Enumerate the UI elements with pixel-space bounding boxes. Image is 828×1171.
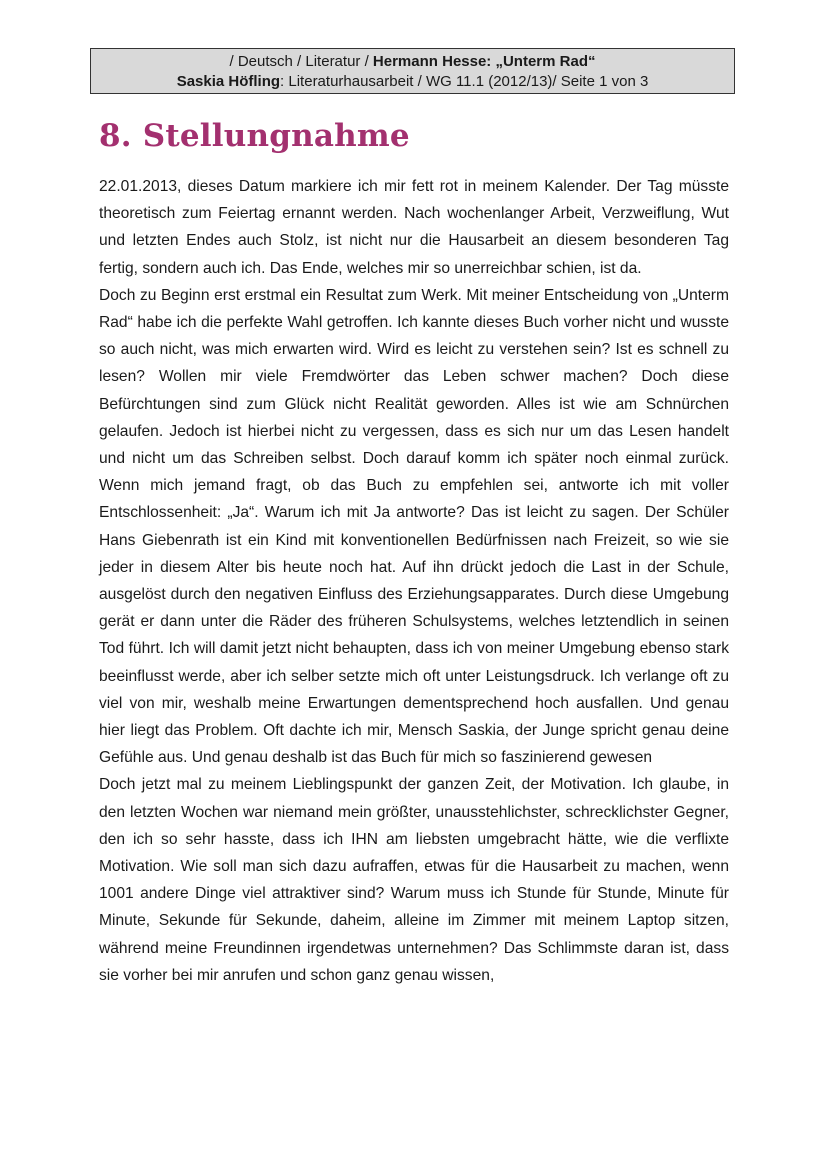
header-author-name: Saskia Höfling [176, 73, 281, 90]
header-line-subject [91, 52, 734, 72]
header-line-author [91, 72, 734, 92]
paragraph: 22.01.2013, dieses Datum markiere ich mir fett rot in meinem Kalender. Der Tag müsste theoretisch zum Feiertag ernannt werden. Nach wochenlanger Arbeit, Verzweiflung, Wut und letzten Endes auch Stolz, ist nicht nur die Hausarbeit an diesem besonderen Tag fertig, sondern auch ich. Das Ende, welches mir so unerreichbar schien, ist da. [99, 178, 729, 277]
paragraph: Doch zu Beginn erst erstmal ein Resultat zum Werk. Mit meiner Entscheidung von „Unterm Rad“ habe ich die perfekte Wahl getroffen. Ich kannte dieses Buch vorher nicht und wusste so auch nicht, was mich erwarten wird. Wird es leicht zu verstehen sein? Ist es schnell zu lesen? Wollen mir viele Fremdwörter das Leben schwer machen? Doch diese Befürchtungen sind zum Glück nicht Realität geworden. Alles ist wie am Schnürchen gelaufen. Jedoch ist hierbei nicht zu vergessen, dass es sich nur um das Lesen handelt und nicht um das Schreiben selbst. Doch darauf komm ich später noch einmal zurück. Wenn mich jemand fragt, ob das Buch zu empfehlen sei, antworte ich mit voller Entschlossenheit: „Ja“. Warum ich mit Ja antworte? Das ist leicht zu sagen. Der Schüler Hans Giebenrath ist ein Kind mit konventionellen Bedürfnissen nach Freizeit, so wie sie jeder in diesem Alter bis heute noch hat. Auf ihn drückt jedoch die Last in der Schule, ausgelöst durch den negativen Einfluss des Erziehungsapparates. Durch diese Umgebung gerät er dann unter die Räder des früheren Schulsystems, welches letztendlich in seinen Tod führt. Ich will damit jetzt nicht behaupten, dass ich von meiner Umgebung ebenso stark beeinflusst werde, aber ich selber setzte mich oft unter Leistungsdruck. Ich verlange oft zu viel von mir, weshalb meine Erwartungen dementsprechend hoch ausfallen. Und genau hier liegt das Problem. Oft dachte ich mir, Mensch Saskia, der Junge spricht genau deine Gefühle aus. Und genau deshalb ist das Buch für mich so faszinierend gewesen [99, 286, 729, 767]
document-header [90, 48, 735, 94]
section-title: 8. Stellungnahme [99, 118, 410, 154]
header-assignment-info: : Literaturhausarbeit / WG 11.1 (2012/13)/ Seite 1 von 3 [280, 73, 649, 90]
essay-body [99, 173, 729, 989]
header-book-title: Hermann Hesse: „Unterm Rad“ [372, 53, 596, 70]
header-subject-path: / Deutsch / Literatur / [229, 53, 373, 70]
paragraph: Doch jetzt mal zu meinem Lieblingspunkt der ganzen Zeit, der Motivation. Ich glaube, in den letzten Wochen war niemand mein größter, unausstehlichster, schrecklichster Gegner, den ich so sehr hasste, dass ich IHN am liebsten umgebracht hätte, wie die verflixte Motivation. Wie soll man sich dazu aufraffen, etwas für die Hausarbeit zu machen, wenn 1001 andere Dinge viel attraktiver sind? Warum muss ich Stunde für Stunde, Minute für Minute, Sekunde für Sekunde, daheim, alleine im Zimmer mit meinem Laptop sitzen, während meine Freundinnen irgendetwas unternehmen? Das Schlimmste daran ist, dass sie vorher bei mir anrufen und schon ganz genau wissen, [99, 776, 729, 984]
